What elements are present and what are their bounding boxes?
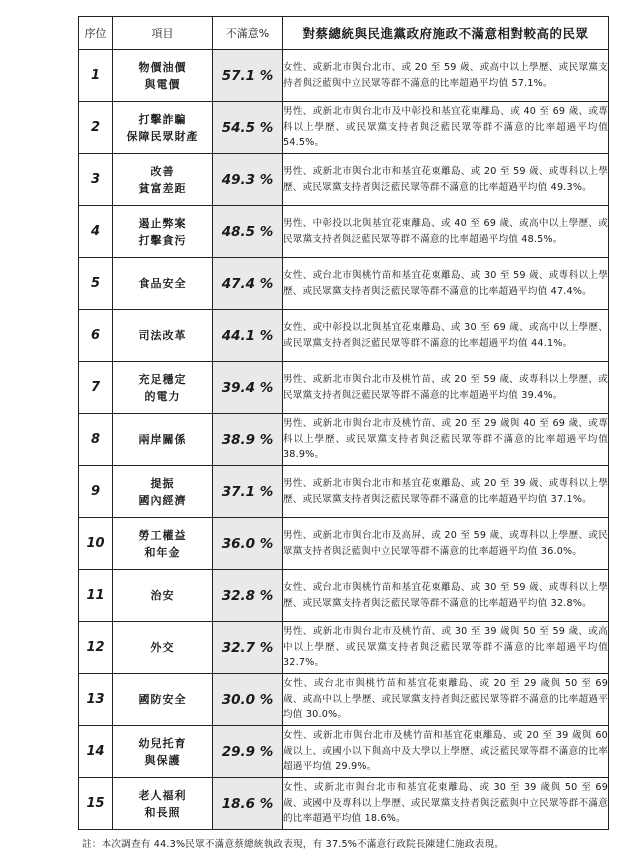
item-cell: 外交: [113, 622, 213, 674]
item-cell: 遏止弊案 打擊貪污: [113, 206, 213, 258]
description-cell: 男性、或新北市與台北市及中彰投和基宜花東離島、或 40 至 69 歲、或專科以上學歷、或民眾黨支持者與泛藍民眾等群不滿意的比率超過平均值 54.5%。: [283, 102, 609, 154]
item-cell: 司法改革: [113, 310, 213, 362]
description-cell: 男性、或新北市與台北市及桃竹苗、或 30 至 39 歲與 50 至 59 歲、或高中以上學歷、或民眾黨支持者與泛藍民眾等群不滿意的比率超過平均值 32.7%。: [283, 622, 609, 674]
rank-cell: 5: [79, 258, 113, 310]
rank-cell: 14: [79, 726, 113, 778]
percent-cell: 44.1 %: [213, 310, 283, 362]
rank-cell: 9: [79, 466, 113, 518]
description-cell: 女性、或台北市與桃竹苗和基宜花東離島、或 30 至 59 歲、或專科以上學歷、或民眾黨支持者與泛藍民眾等群不滿意的比率超過平均值 32.8%。: [283, 570, 609, 622]
description-cell: 女性、或台北市與桃竹苗和基宜花東離島、或 30 至 59 歲、或專科以上學歷、或民眾黨支持者與泛藍民眾等群不滿意的比率超過平均值 47.4%。: [283, 258, 609, 310]
description-cell: 男性、或新北市與台北市和基宜花東離島、或 20 至 59 歲、或專科以上學歷、或民眾黨支持者與泛藍民眾等群不滿意的比率超過平均值 49.3%。: [283, 154, 609, 206]
table-row: [79, 154, 609, 206]
description-cell: 女性、或新北市與台北市及桃竹苗和基宜花東離島、或 20 至 39 歲與 60 歲以上、或國小以下與高中及大學以上學歷、或泛藍民眾等群不滿意的比率超過平均值 29.9%。: [283, 726, 609, 778]
rank-cell: 2: [79, 102, 113, 154]
percent-cell: 30.0 %: [213, 674, 283, 726]
percent-cell: 32.7 %: [213, 622, 283, 674]
rank-cell: 10: [79, 518, 113, 570]
description-cell: 女性、或新北市與台北市、或 20 至 59 歲、或高中以上學歷、或民眾黨支持者與泛藍與中立民眾等群不滿意的比率超過平均值 57.1%。: [283, 50, 609, 102]
percent-cell: 37.1 %: [213, 466, 283, 518]
item-cell: 老人福利 和長照: [113, 778, 213, 830]
table-row: [79, 362, 609, 414]
percent-cell: 38.9 %: [213, 414, 283, 466]
table-row: [79, 206, 609, 258]
percent-cell: 47.4 %: [213, 258, 283, 310]
rank-cell: 4: [79, 206, 113, 258]
table-row: [79, 310, 609, 362]
table-row: [79, 466, 609, 518]
description-cell: 男性、或新北市與台北市及桃竹苗、或 20 至 29 歲與 40 至 69 歲、或專科以上學歷、或民眾黨支持者與泛藍民眾等群不滿意的比率超過平均值 38.9%。: [283, 414, 609, 466]
item-cell: 治安: [113, 570, 213, 622]
description-cell: 女性、或台北市與桃竹苗和基宜花東離島、或 20 至 29 歲與 50 至 69 歲、或高中以上學歷、或民眾黨支持者與泛藍民眾等群不滿意的比率超過平均值 30.0%。: [283, 674, 609, 726]
item-cell: 幼兒托育 與保護: [113, 726, 213, 778]
percent-cell: 49.3 %: [213, 154, 283, 206]
rank-cell: 3: [79, 154, 113, 206]
percent-cell: 39.4 %: [213, 362, 283, 414]
table-row: [79, 414, 609, 466]
table-body: [79, 50, 609, 830]
item-cell: 物價油價 與電價: [113, 50, 213, 102]
rank-cell: 7: [79, 362, 113, 414]
item-cell: 兩岸關係: [113, 414, 213, 466]
percent-cell: 32.8 %: [213, 570, 283, 622]
percent-cell: 57.1 %: [213, 50, 283, 102]
percent-cell: 48.5 %: [213, 206, 283, 258]
item-cell: 充足穩定 的電力: [113, 362, 213, 414]
item-cell: 打擊詐騙 保障民眾財產: [113, 102, 213, 154]
header-rank: 序位: [79, 17, 113, 50]
item-cell: 改善 貧富差距: [113, 154, 213, 206]
item-cell: 食品安全: [113, 258, 213, 310]
rank-cell: 6: [79, 310, 113, 362]
rank-cell: 13: [79, 674, 113, 726]
table-row: [79, 102, 609, 154]
rank-cell: 12: [79, 622, 113, 674]
percent-cell: 54.5 %: [213, 102, 283, 154]
table-row: [79, 570, 609, 622]
table-row: [79, 778, 609, 830]
percent-cell: 36.0 %: [213, 518, 283, 570]
item-cell: 勞工權益 和年金: [113, 518, 213, 570]
rank-cell: 1: [79, 50, 113, 102]
rank-cell: 8: [79, 414, 113, 466]
description-cell: 男性、或新北市與台北市及桃竹苗、或 20 至 59 歲、或專科以上學歷、或民眾黨支持者與泛藍民眾等群不滿意的比率超過平均值 39.4%。: [283, 362, 609, 414]
table-row: [79, 50, 609, 102]
table-row: [79, 726, 609, 778]
description-cell: 男性、或新北市與台北市及高屏、或 20 至 59 歲、或專科以上學歷、或民眾黨支持者與泛藍與中立民眾等群不滿意的比率超過平均值 36.0%。: [283, 518, 609, 570]
rank-cell: 15: [79, 778, 113, 830]
dissatisfaction-table: [78, 16, 609, 830]
table-row: [79, 622, 609, 674]
table-header-row: [79, 17, 609, 50]
percent-cell: 29.9 %: [213, 726, 283, 778]
header-item: 項目: [113, 17, 213, 50]
percent-cell: 18.6 %: [213, 778, 283, 830]
item-cell: 提振 國內經濟: [113, 466, 213, 518]
header-description: 對蔡總統與民進黨政府施政不滿意相對較高的民眾: [283, 17, 609, 50]
footnote: 註：本次調查有 44.3%民眾不滿意蔡總統執政表現，有 37.5%不滿意行政院長陳建仁施政表現。: [82, 839, 505, 850]
description-cell: 男性、中彰投以北與基宜花東離島、或 40 至 69 歲、或高中以上學歷、或民眾黨支持者與泛藍民眾等群不滿意的比率超過平均值 48.5%。: [283, 206, 609, 258]
description-cell: 女性、或新北市與台北市和基宜花東離島、或 30 至 39 歲與 50 至 69 歲、或國中及專科以上學歷、或民眾黨支持者與泛藍與中立民眾等群不滿意的比率超過平均值 18.6%。: [283, 778, 609, 830]
description-cell: 女性、或中彰投以北與基宜花東離島、或 30 至 69 歲、或高中以上學歷、或民眾黨支持者與泛藍民眾等群不滿意的比率超過平均值 44.1%。: [283, 310, 609, 362]
header-percent: 不滿意%: [213, 17, 283, 50]
table-row: [79, 258, 609, 310]
rank-cell: 11: [79, 570, 113, 622]
description-cell: 男性、或新北市與台北市和基宜花東離島、或 20 至 39 歲、或專科以上學歷、或民眾黨支持者與泛藍民眾等群不滿意的比率超過平均值 37.1%。: [283, 466, 609, 518]
table-row: [79, 674, 609, 726]
table-row: [79, 518, 609, 570]
item-cell: 國防安全: [113, 674, 213, 726]
